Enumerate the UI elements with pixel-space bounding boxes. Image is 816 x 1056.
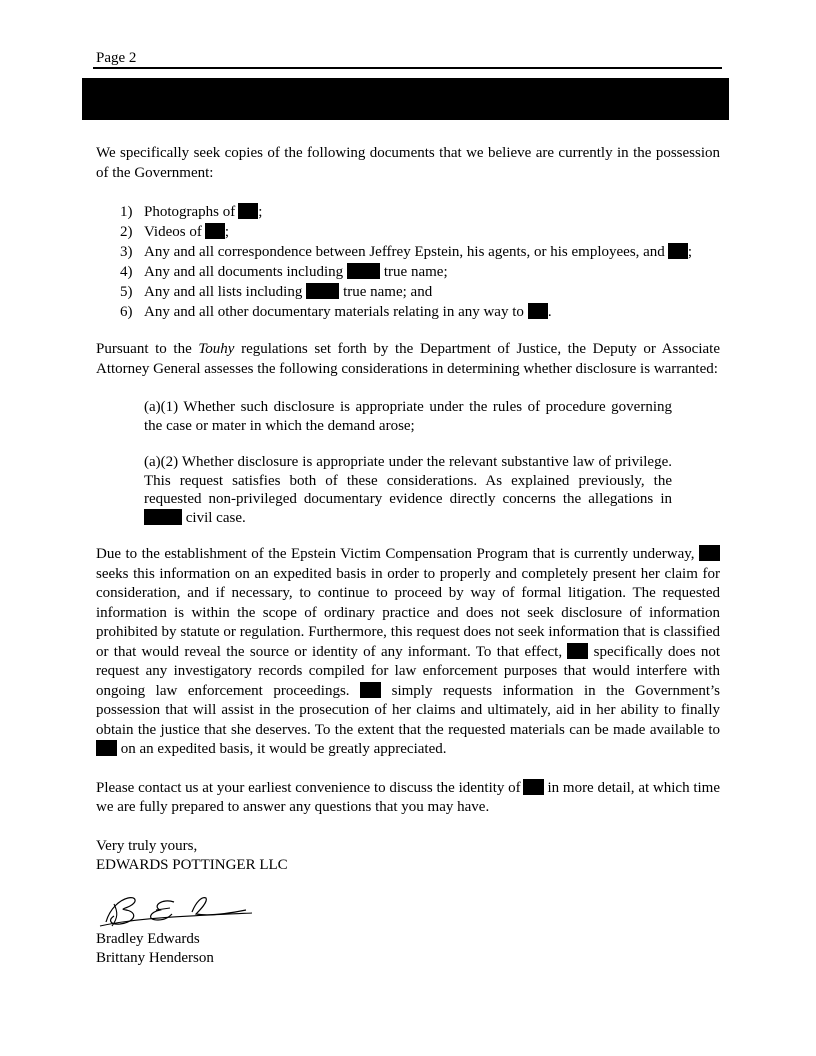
salutation: Very truly yours,: [96, 837, 198, 854]
list-text-end: true name;: [380, 264, 448, 280]
list-text-end: ;: [258, 204, 263, 220]
redaction-block: [523, 779, 544, 795]
list-number: 6): [120, 304, 133, 320]
list-text-end: .: [547, 304, 552, 320]
list-text: Videos of: [144, 224, 202, 240]
list-text: Any and all other documentary materials relating in any way to: [144, 304, 524, 320]
list-text: Any and all documents including: [144, 264, 344, 280]
header-rule: [93, 67, 722, 69]
list-number: 1): [120, 204, 133, 220]
firm-name: EDWARDS POTTINGER LLC: [96, 857, 288, 873]
touhy-italic: Touhy: [198, 341, 235, 357]
closing-block: [96, 837, 720, 969]
program-text-2: seeks this information on an expedited basis in order to properly and completely present her claim for consideration, and if necessary, to continue to proceed by way of formal litigation. The requested information is within the scope of ordinary practice and does not seek disclosure of information prohibited by statute or regulation. Furthermore, this request does not seek information that is classified or that would reveal the source or identity of any informant. To that effect,: [96, 565, 720, 660]
list-number: 3): [120, 244, 133, 260]
redaction-block: [205, 223, 225, 239]
contact-paragraph: [96, 779, 720, 818]
program-text-4: simply requests information in the Government’s possession that will assist in the prosecution of her claims and ultimately, aid in her ability to finally obtain the justice that she deserves. To the extent that the requested materials can be made available to: [96, 682, 720, 738]
touhy-text-end: regulations set forth by the Department of Justice, the Deputy or Associate Attorney General assesses the following considerations in determining whether disclosure is warranted:: [96, 341, 720, 377]
quote-a2: [144, 453, 672, 527]
redaction-block: [528, 303, 548, 319]
contact-text: Please contact us at your earliest convenience to discuss the identity of: [96, 779, 521, 796]
quote-a2-text: (a)(2) Whether disclosure is appropriate under the relevant substantive law of privilege. This request satisfies both of these considerations. As explained previously, the requested non-privileged documentary evidence directly concerns the allegations in: [144, 454, 672, 507]
list-item: [96, 302, 720, 322]
quote-a1: (a)(1) Whether such disclosure is appropriate under the rules of procedure governing the case or mater in which the demand arose;: [144, 399, 672, 434]
redaction-block: [567, 643, 588, 659]
redaction-block-header: [82, 78, 729, 120]
redaction-block: [668, 243, 688, 259]
list-item: [96, 282, 720, 302]
redaction-block: [699, 545, 720, 561]
redaction-block: [306, 283, 339, 299]
page-number: Page 2: [96, 50, 137, 66]
list-number: 4): [120, 264, 133, 280]
list-item: [96, 222, 720, 242]
intro-paragraph: We specifically seek copies of the following documents that we believe are currently in the possession of the Government:: [96, 145, 720, 181]
touhy-text-start: Pursuant to the: [96, 341, 199, 357]
list-number: 5): [120, 284, 133, 300]
list-text: Any and all correspondence between Jeffrey Epstein, his agents, or his employees, and: [144, 244, 665, 260]
list-text-end: true name; and: [339, 284, 433, 300]
list-text-end: ;: [224, 224, 230, 240]
list-item: [96, 262, 720, 282]
redaction-block: [360, 682, 381, 698]
redaction-block: [347, 263, 380, 279]
signature: [96, 886, 256, 930]
list-item: [96, 242, 720, 262]
list-text: Photographs of: [144, 204, 236, 220]
signature-icon: [96, 886, 256, 930]
letter-body: [96, 144, 720, 969]
redaction-block: [96, 740, 117, 756]
program-text-1: Due to the establishment of the Epstein Victim Compensation Program that is currently underway,: [96, 546, 699, 562]
list-item: [96, 202, 720, 222]
quote-a2-text-end: civil case.: [182, 509, 246, 526]
signer-name-1: Bradley Edwards: [96, 930, 200, 947]
signer-name-2: Brittany Henderson: [96, 950, 214, 966]
program-paragraph: [96, 545, 720, 760]
contact-text-end: in more detail, at which time we are fully prepared to answer any questions that you may have.: [96, 779, 721, 815]
redaction-block: [238, 203, 258, 219]
requested-documents-list: [96, 202, 720, 322]
list-number: 2): [120, 224, 133, 240]
list-text-end: ;: [687, 244, 692, 260]
touhy-paragraph: [96, 340, 720, 379]
list-text: Any and all lists including: [144, 284, 303, 300]
program-text-5: on an expedited basis, it would be greatly appreciated.: [117, 741, 447, 757]
program-text-3: specifically does not request any investigatory records compiled for law enforcement purposes that would interfere with ongoing law enforcement proceedings.: [96, 643, 720, 699]
redaction-block: [144, 509, 182, 525]
